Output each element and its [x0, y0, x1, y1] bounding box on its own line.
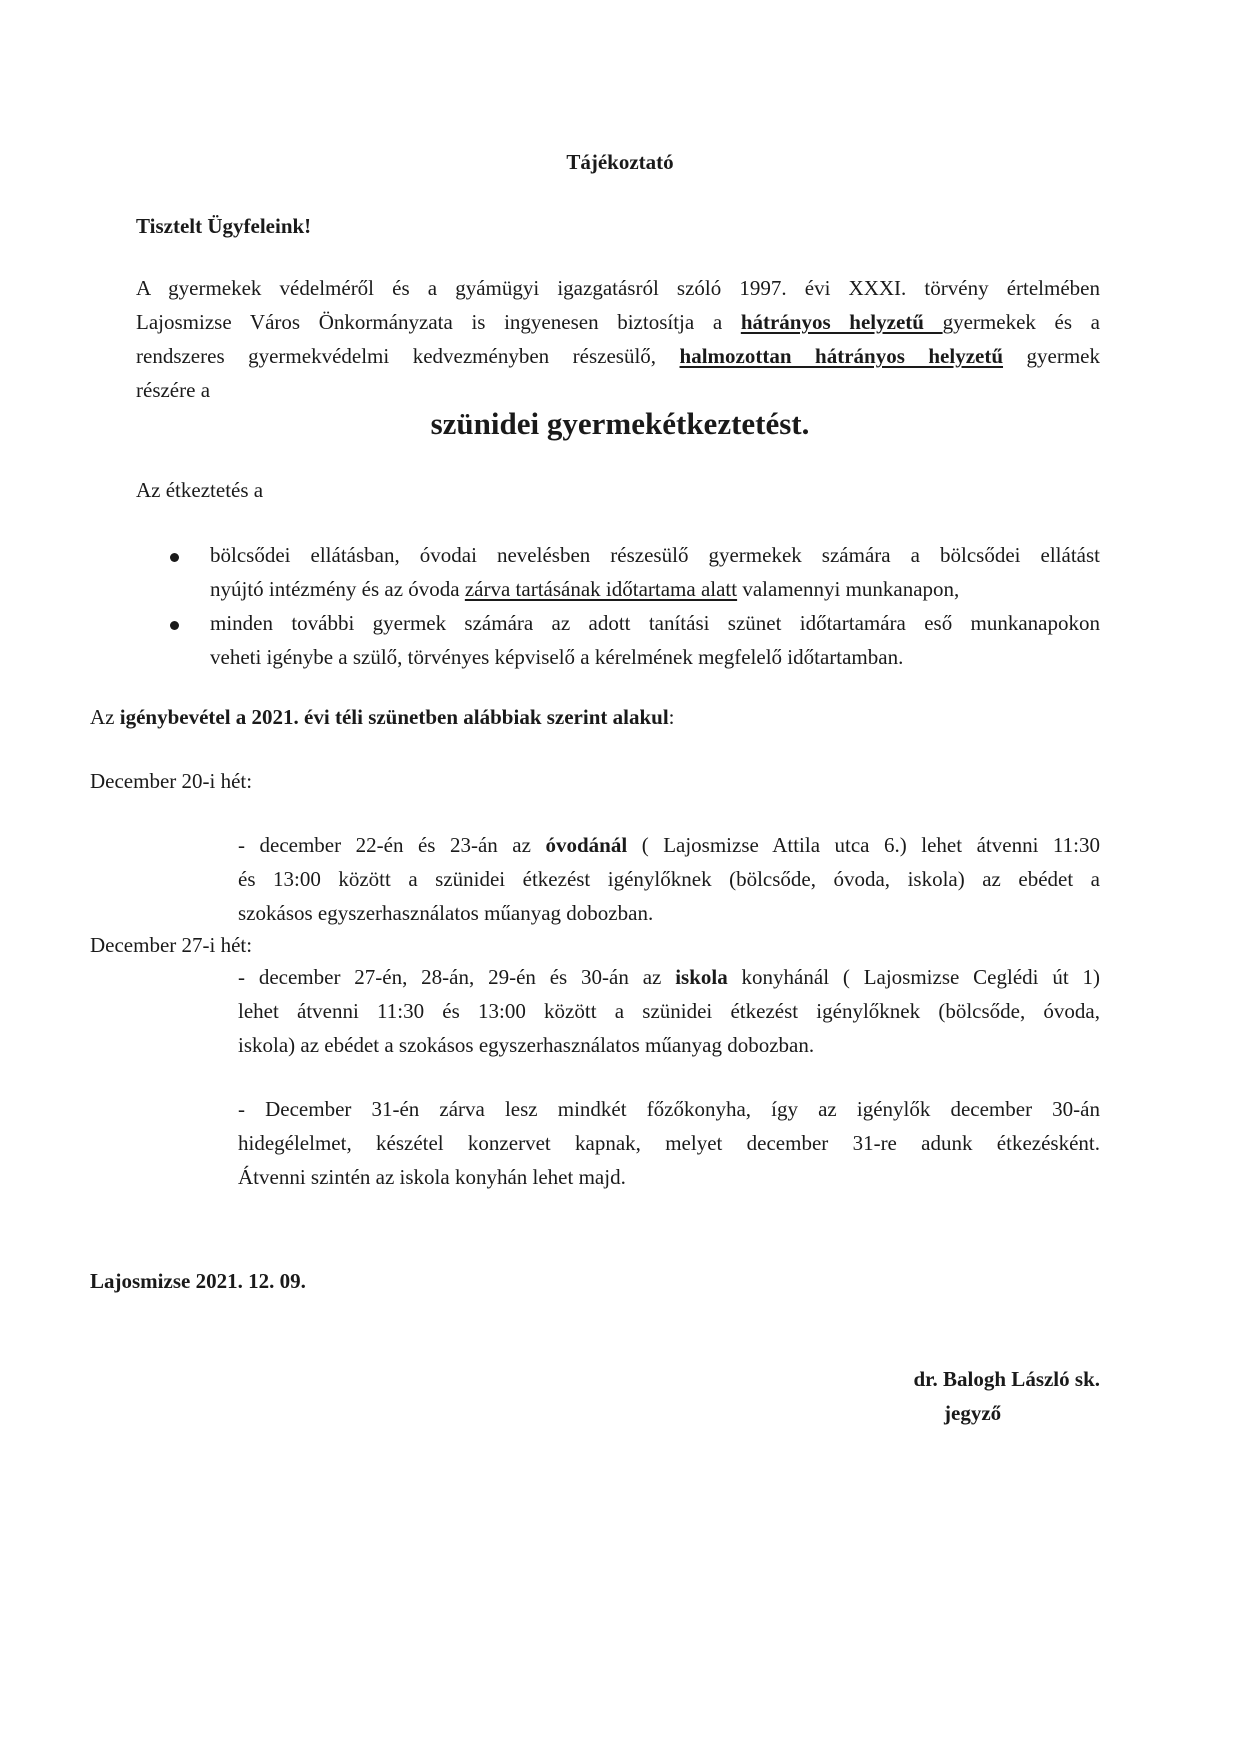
week2-label: December 27-i hét:	[90, 933, 253, 957]
dec31-line-1: - December 31-én zárva lesz mindkét főzőkonyha, így az igénylők december 30-án	[238, 1097, 1100, 1121]
intro-line-3	[136, 340, 1100, 372]
week1-line-2: és 13:00 között a szünidei étkezést igénylőknek (bölcsőde, óvoda, iskola) az ebédet a	[238, 867, 1100, 891]
bullet-2-line-1: minden további gyermek számára az adott tanítási szünet időtartamára eső munkanapokon	[210, 611, 1100, 635]
week2-text: konyhánál ( Lajosmizse Ceglédi út 1)	[727, 965, 1100, 989]
intro-text: gyermekek és a	[942, 310, 1100, 334]
bullet-icon	[170, 553, 179, 562]
bullet-icon	[170, 621, 179, 630]
igenybevetel-text: Az	[90, 705, 120, 729]
bullet-2-line-2: veheti igénybe a szülő, törvényes képviselő a kérelmének megfelelő időtartamban.	[210, 645, 904, 669]
emphasis-hatranyos: hátrányos helyzetű	[740, 310, 943, 334]
emphasis-ovodanal: óvodánál	[545, 833, 628, 857]
dec31-line-2: hidegélelmet, készétel konzervet kapnak, melyet december 31-re adunk étkezésként.	[238, 1131, 1100, 1155]
signature-role: jegyző	[944, 1401, 1002, 1425]
bullet-1-line-1: bölcsődei ellátásban, óvodai nevelésben részesülő gyermekek számára a bölcsődei ellátást	[210, 543, 1100, 567]
bullet-1-line-2	[210, 573, 1100, 605]
intro-text: Lajosmizse Város Önkormányzata is ingyenesen biztosítja a	[136, 310, 741, 334]
intro-text: gyermek	[1003, 344, 1100, 368]
week1-line-3: szokásos egyszerhasználatos műanyag dobozban.	[238, 901, 654, 925]
document-title: Tájékoztató	[566, 150, 674, 174]
igenybevetel-bold: igénybevétel a 2021. évi téli szünetben alábbiak szerint alakul	[119, 705, 669, 729]
intro-line-1: A gyermekek védelméről és a gyámügyi igazgatásról szóló 1997. évi XXXI. törvény értelmében	[136, 276, 1100, 300]
week2-line-3: iskola) az ebédet a szokásos egyszerhasználatos műanyag dobozban.	[238, 1033, 815, 1057]
intro-text: rendszeres gyermekvédelmi kedvezményben részesülő,	[136, 344, 680, 368]
week2-line-1	[238, 961, 1100, 993]
etkeztetes-label: Az étkeztetés a	[136, 478, 264, 502]
week1-text: ( Lajosmizse Attila utca 6.) lehet átvenni 11:30	[627, 833, 1100, 857]
emphasis-iskola: iskola	[675, 965, 728, 989]
week1-label: December 20-i hét:	[90, 769, 253, 793]
week2-text: - december 27-én, 28-án, 29-én és 30-án az	[238, 965, 676, 989]
place-date: Lajosmizse 2021. 12. 09.	[90, 1269, 306, 1293]
emphasis-halmozottan: halmozottan hátrányos helyzetű	[679, 344, 1004, 368]
bullet-text: nyújtó intézmény és az óvoda	[210, 577, 465, 601]
emphasis-zarva: zárva tartásának időtartama alatt	[464, 577, 738, 601]
intro-line-2	[136, 306, 1100, 338]
week1-line-1	[238, 829, 1100, 861]
headline: szünidei gyermekétkeztetést.	[430, 406, 810, 441]
week2-line-2: lehet átvenni 11:30 és 13:00 között a szünidei étkezést igénylőknek (bölcsőde, óvoda,	[238, 999, 1100, 1023]
greeting: Tisztelt Ügyfeleink!	[136, 214, 312, 238]
dec31-line-3: Átvenni szintén az iskola konyhán lehet majd.	[238, 1165, 626, 1189]
igenybevetel-line	[90, 701, 675, 733]
intro-line-4: részére a	[136, 378, 211, 402]
bullet-text: valamennyi munkanapon,	[737, 577, 960, 601]
week1-text: - december 22-én és 23-án az	[238, 833, 546, 857]
signature-name: dr. Balogh László sk.	[913, 1367, 1100, 1391]
igenybevetel-text: :	[668, 705, 675, 729]
